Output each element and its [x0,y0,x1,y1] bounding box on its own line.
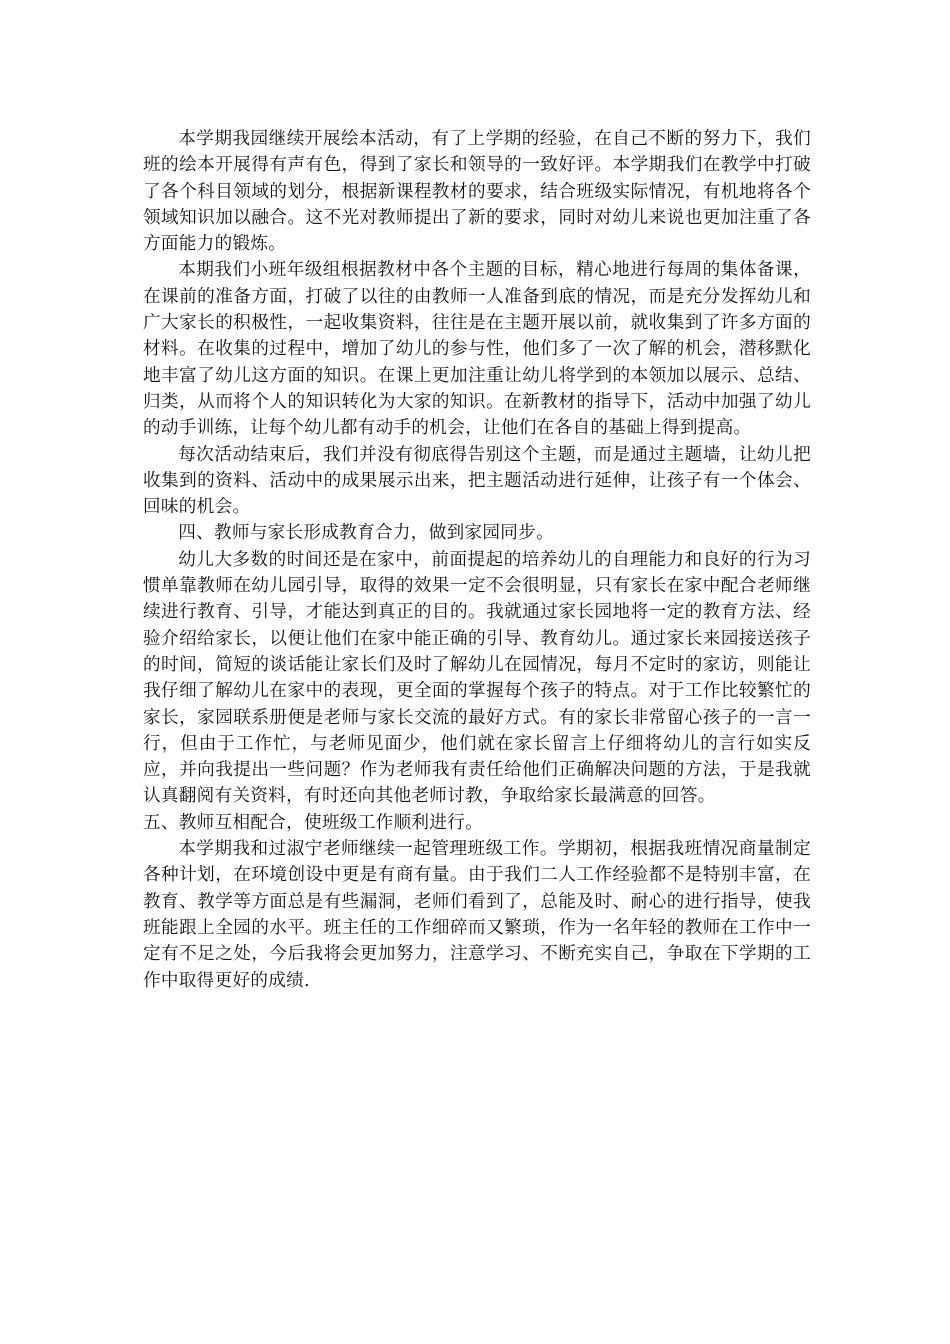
document-body [143,126,811,994]
paragraph-teacher-cooperation: 本学期我和过淑宁老师继续一起管理班级工作。学期初，根据我班情况商量制定各种计划，在环境创设中更是有商有量。由于我们二人工作经验都不是特别丰富，在教育、教学等方面总是有些漏洞，老师们看到了，总能及时、耐心的进行指导，使我班能跟上全园的水平。班主任的工作细碎而又繁琐，作为一名年轻的教师在工作中一定有不足之处，今后我将会更加努力，注意学习、不断充实自己，争取在下学期的工作中取得更好的成绩. [143,839,811,991]
paragraph-home-school-cooperation: 幼儿大多数的时间还是在家中，前面提起的培养幼儿的自理能力和良好的行为习惯单靠教师在幼儿园引导，取得的效果一定不会很明显，只有家长在家中配合老师继续进行教育、引导，才能达到真正的目的。我就通过家长园地将一定的教育方法、经验介绍给家长，以便让他们在家中能正确的引导、教育幼儿。通过家长来园接送孩子的时间，简短的谈话能让家长们及时了解幼儿在园情况，每月不定时的家访，则能让我仔细了解幼儿在家中的表现，更全面的掌握每个孩子的特点。对于工作比较繁忙的家长，家园联系册便是老师与家长交流的最好方式。有的家长非常留心孩子的一言一行，但由于工作忙，与老师见面少，他们就在家长留言上仔细将幼儿的言行如实反应，并向我提出一些问题？作为老师我有责任给他们正确解决问题的方法，于是我就认真翻阅有关资料，有时还向其他老师讨教，争取给家长最满意的回答。 [143,549,811,807]
paragraph-lesson-preparation: 本期我们小班年级组根据教材中各个主题的目标，精心地进行每周的集体备课，在课前的准备方面，打破了以往的由教师一人准备到底的情况，而是充分发挥幼儿和广大家长的积极性，一起收集资料，往往是在主题开展以前，就收集到了许多方面的材料。在收集的过程中，增加了幼儿的参与性，他们多了一次了解的机会，潜移默化地丰富了幼儿这方面的知识。在课上更加注重让幼儿将学到的本领加以展示、总结、归类，从而将个人的知识转化为大家的知识。在新教材的指导下，活动中加强了幼儿的动手训练，让每个幼儿都有动手的机会，让他们在各自的基础上得到提高。 [143,260,811,439]
paragraph-theme-wall: 每次活动结束后，我们并没有彻底得告别这个主题，而是通过主题墙，让幼儿把收集到的资料、活动中的成果展示出来，把主题活动进行延伸，让孩子有一个体会、回味的机会。 [143,444,811,518]
heading-section-five: 五、教师互相配合，使班级工作顺利进行。 [143,812,483,833]
heading-section-four: 四、教师与家长形成教育合力，做到家园同步。 [178,523,554,544]
paragraph-picture-book-activity: 本学期我园继续开展绘本活动，有了上学期的经验，在自己不断的努力下，我们班的绘本开展得有声有色，得到了家长和领导的一致好评。本学期我们在教学中打破了各个科目领域的划分，根据新课程教材的要求，结合班级实际情况，有机地将各个领域知识加以融合。这不光对教师提出了新的要求，同时对幼儿来说也更加注重了各方面能力的锻炼。 [143,129,811,255]
